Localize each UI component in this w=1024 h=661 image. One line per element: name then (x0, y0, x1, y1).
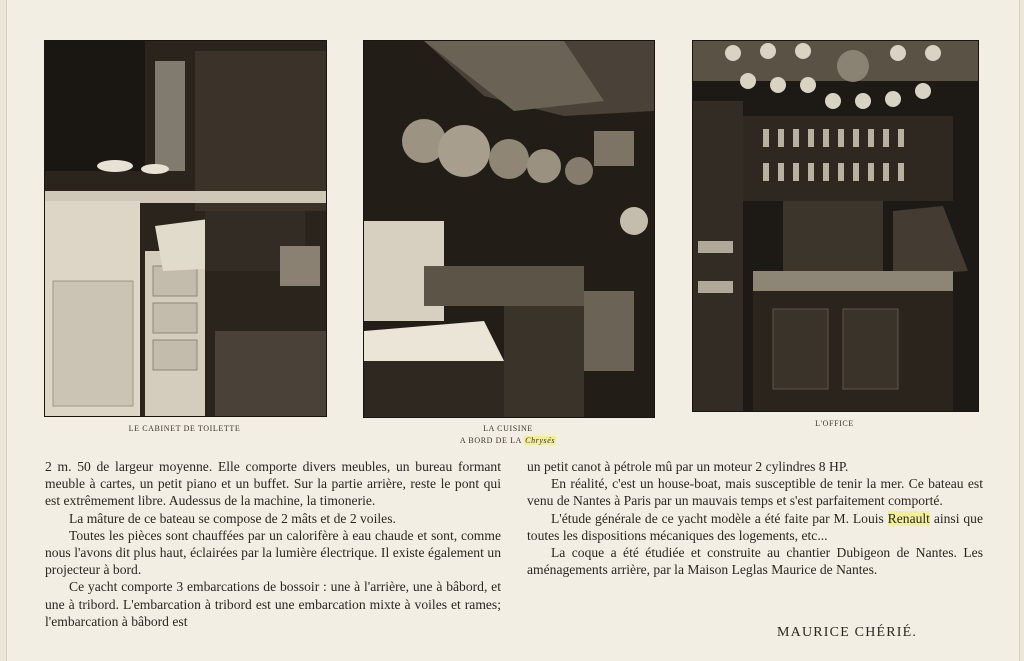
highlighted-name-renault: Renault (887, 510, 930, 526)
paragraph: 2 m. 50 de largeur moyenne. Elle comporte divers meubles, un bureau formant meuble à cartes, un petit piano et un buffet. Sur la partie arrière, reste le pont qui est extrêmement libre. Audessus de la machine, la timonerie. (45, 459, 501, 509)
highlighted-yacht-name: Chrysés (525, 436, 556, 445)
caption-cabinet-de-toilette: LE CABINET DE TOILETTE (128, 424, 241, 433)
photo-cabinet-drawing (45, 41, 326, 416)
text-column-right (527, 458, 983, 578)
magazine-page (6, 0, 1020, 661)
caption-cuisine-line1: LA CUISINE (483, 424, 533, 433)
photo-office (692, 40, 979, 412)
author-signature: MAURICE CHÉRIÉ. (777, 625, 918, 640)
photo-cuisine-drawing (364, 41, 654, 417)
paragraph: En réalité, c'est un house-boat, mais susceptible de tenir la mer. Ce bateau est venu de Nantes à Paris par un mauvais temps et s'est parfaitement comporté. (527, 476, 983, 509)
caption-cuisine-prefix: A BORD DE LA (459, 436, 522, 445)
paragraph: Ce yacht comporte 3 embarcations de bossoir : une à l'arrière, une à bâbord, et une à tribord. L'embarcation à tribord est une embarcation mixte à voiles et rames; l'embarcation à bâbord est (45, 579, 501, 629)
paragraph (527, 510, 983, 544)
paragraph-part: L'étude générale de ce yacht modèle a été faite par M. Louis (551, 510, 884, 526)
photo-cabinet-de-toilette (44, 40, 327, 417)
paragraph: La mâture de ce bateau se compose de 2 mâts et de 2 voiles. (69, 510, 396, 526)
paragraph: La coque a été étudiée et construite au chantier Dubigeon de Nantes. Les aménagements arrière, par la Maison Leglas Maurice de Nantes. (527, 545, 983, 578)
text-column-left (45, 458, 501, 630)
caption-cuisine (363, 423, 653, 447)
caption-cuisine-line2 (363, 435, 653, 447)
paragraph-part: ainsi que toutes les dispositions mécaniques des logements, etc... (527, 510, 983, 543)
photo-office-drawing (693, 41, 978, 411)
caption-office: L'OFFICE (815, 419, 854, 428)
paragraph: un petit canot à pétrole mû par un moteur 2 cylindres 8 HP. (527, 459, 849, 474)
paragraph: Toutes les pièces sont chauffées par un calorifère à eau chaude et sont, comme nous l'avons dit plus haut, éclairées par la lumière électrique. Il existe également un projecteur à bord. (45, 527, 501, 578)
photo-cuisine (363, 40, 655, 418)
